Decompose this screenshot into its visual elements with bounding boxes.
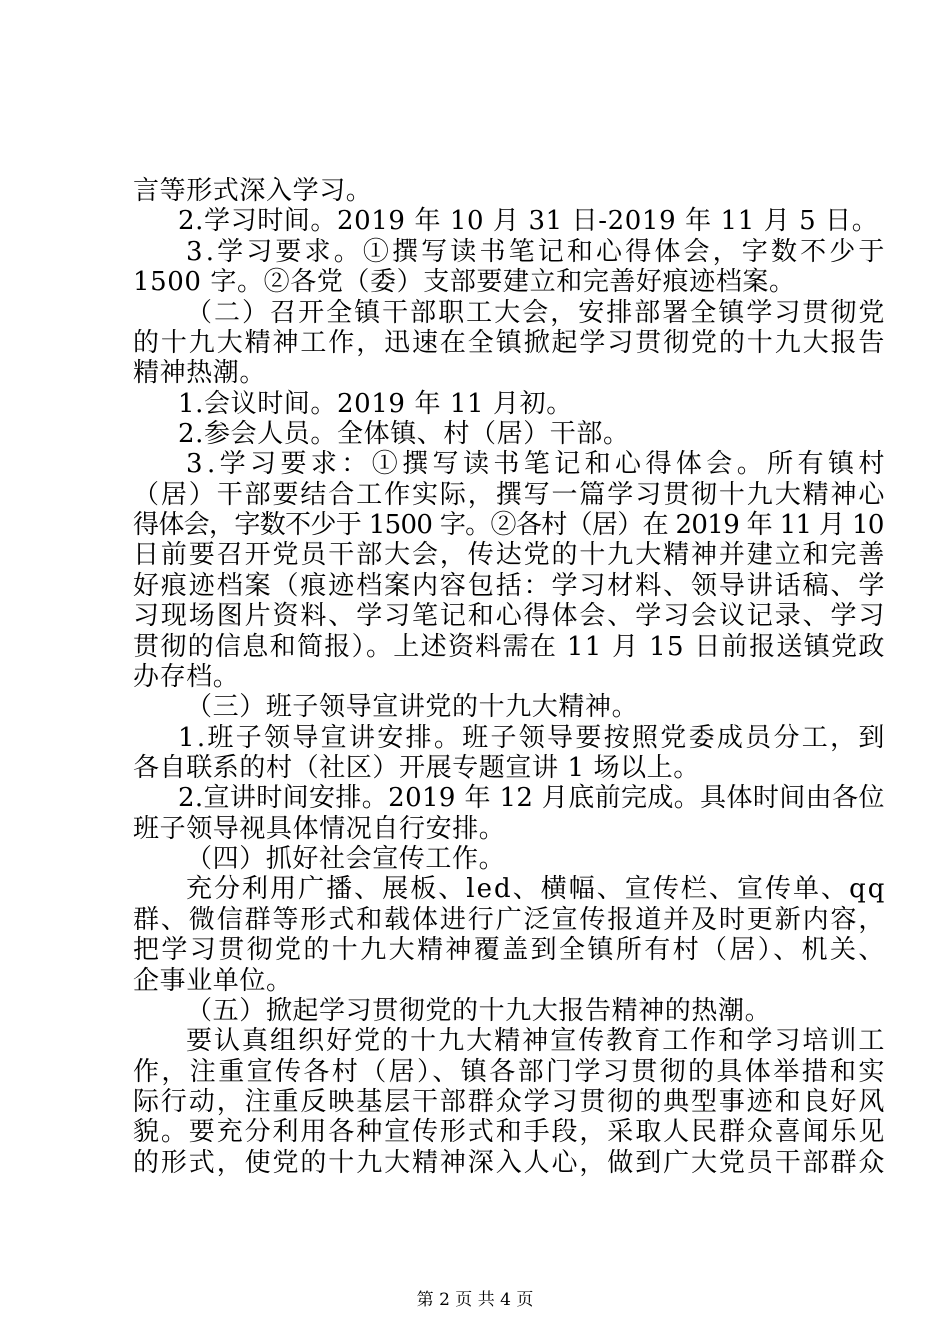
text-line: 得体会，字数不少于 1500 字。②各村（居）在 2019 年 11 月 10 [133,510,884,540]
text-line: 充分利用广播、展板、led、横幅、宣传栏、宣传单、qq [186,874,887,904]
text-line: 言等形式深入学习。 [133,176,373,206]
text-line: 2.学习时间。2019 年 10 月 31 日-2019 年 11 月 5 日。 [178,206,879,236]
text-line: 1.会议时间。2019 年 11 月初。 [178,389,573,419]
text-line: （居）干部要结合工作实际，撰写一篇学习贯彻十九大精神心 [133,480,887,510]
text-line: 的形式，使党的十九大精神深入人心，做到广大党员干部群众 [133,1148,887,1178]
text-line: 际行动，注重反映基层干部群众学习贯彻的典型事迹和良好风 [133,1087,887,1117]
text-line: 群、微信群等形式和载体进行广泛宣传报道并及时更新内容， [133,905,887,935]
text-line: 贯彻的信息和简报）。上述资料需在 11 月 15 日前报送镇党政 [133,632,886,662]
text-line: 把学习贯彻党的十九大精神覆盖到全镇所有村（居）、机关、 [133,935,887,965]
text-line: 好痕迹档案（痕迹档案内容包括：学习材料、领导讲话稿、学 [133,571,887,601]
text-line: 要认真组织好党的十九大精神宣传教育工作和学习培训工 [186,1026,887,1056]
text-line: 班子领导视具体情况自行安排。 [133,814,506,844]
text-line: （五）掀起学习贯彻党的十九大报告精神的热潮。 [186,996,772,1026]
page-footer: 第 2 页 共 4 页 [416,1290,534,1310]
text-line: 的十九大精神工作，迅速在全镇掀起学习贯彻党的十九大报告 [133,328,887,358]
text-line: 2.宣讲时间安排。2019 年 12 月底前完成。具体时间由各位 [178,783,885,813]
text-line: 各自联系的村（社区）开展专题宣讲 1 场以上。 [133,753,700,783]
text-line: 貌。要充分利用各种宣传形式和手段，采取人民群众喜闻乐见 [133,1117,887,1147]
text-line: 企事业单位。 [133,966,293,996]
text-line: 习现场图片资料、学习笔记和心得体会、学习会议记录、学习 [133,601,887,631]
text-line: 办存档。 [133,662,240,692]
text-line: 2.参会人员。全体镇、村（居）干部。 [178,419,630,449]
text-line: （三）班子领导宣讲党的十九大精神。 [186,692,639,722]
text-line: 1500 字。②各党（委）支部要建立和完善好痕迹档案。 [133,267,796,297]
text-line: 作，注重宣传各村（居）、镇各部门学习贯彻的具体举措和实 [133,1057,887,1087]
text-line: 1.班子领导宣讲安排。班子领导要按照党委成员分工，到 [178,723,887,753]
text-line: 3.学习要求：①撰写读书笔记和心得体会。所有镇村 [186,449,889,479]
text-line: 日前要召开党员干部大会，传达党的十九大精神并建立和完善 [133,540,887,570]
text-line: （四）抓好社会宣传工作。 [186,844,506,874]
text-line: 3.学习要求。①撰写读书笔记和心得体会，字数不少于 [186,237,888,267]
text-line: 精神热潮。 [133,358,267,388]
text-line: （二）召开全镇干部职工大会，安排部署全镇学习贯彻党 [186,298,887,328]
